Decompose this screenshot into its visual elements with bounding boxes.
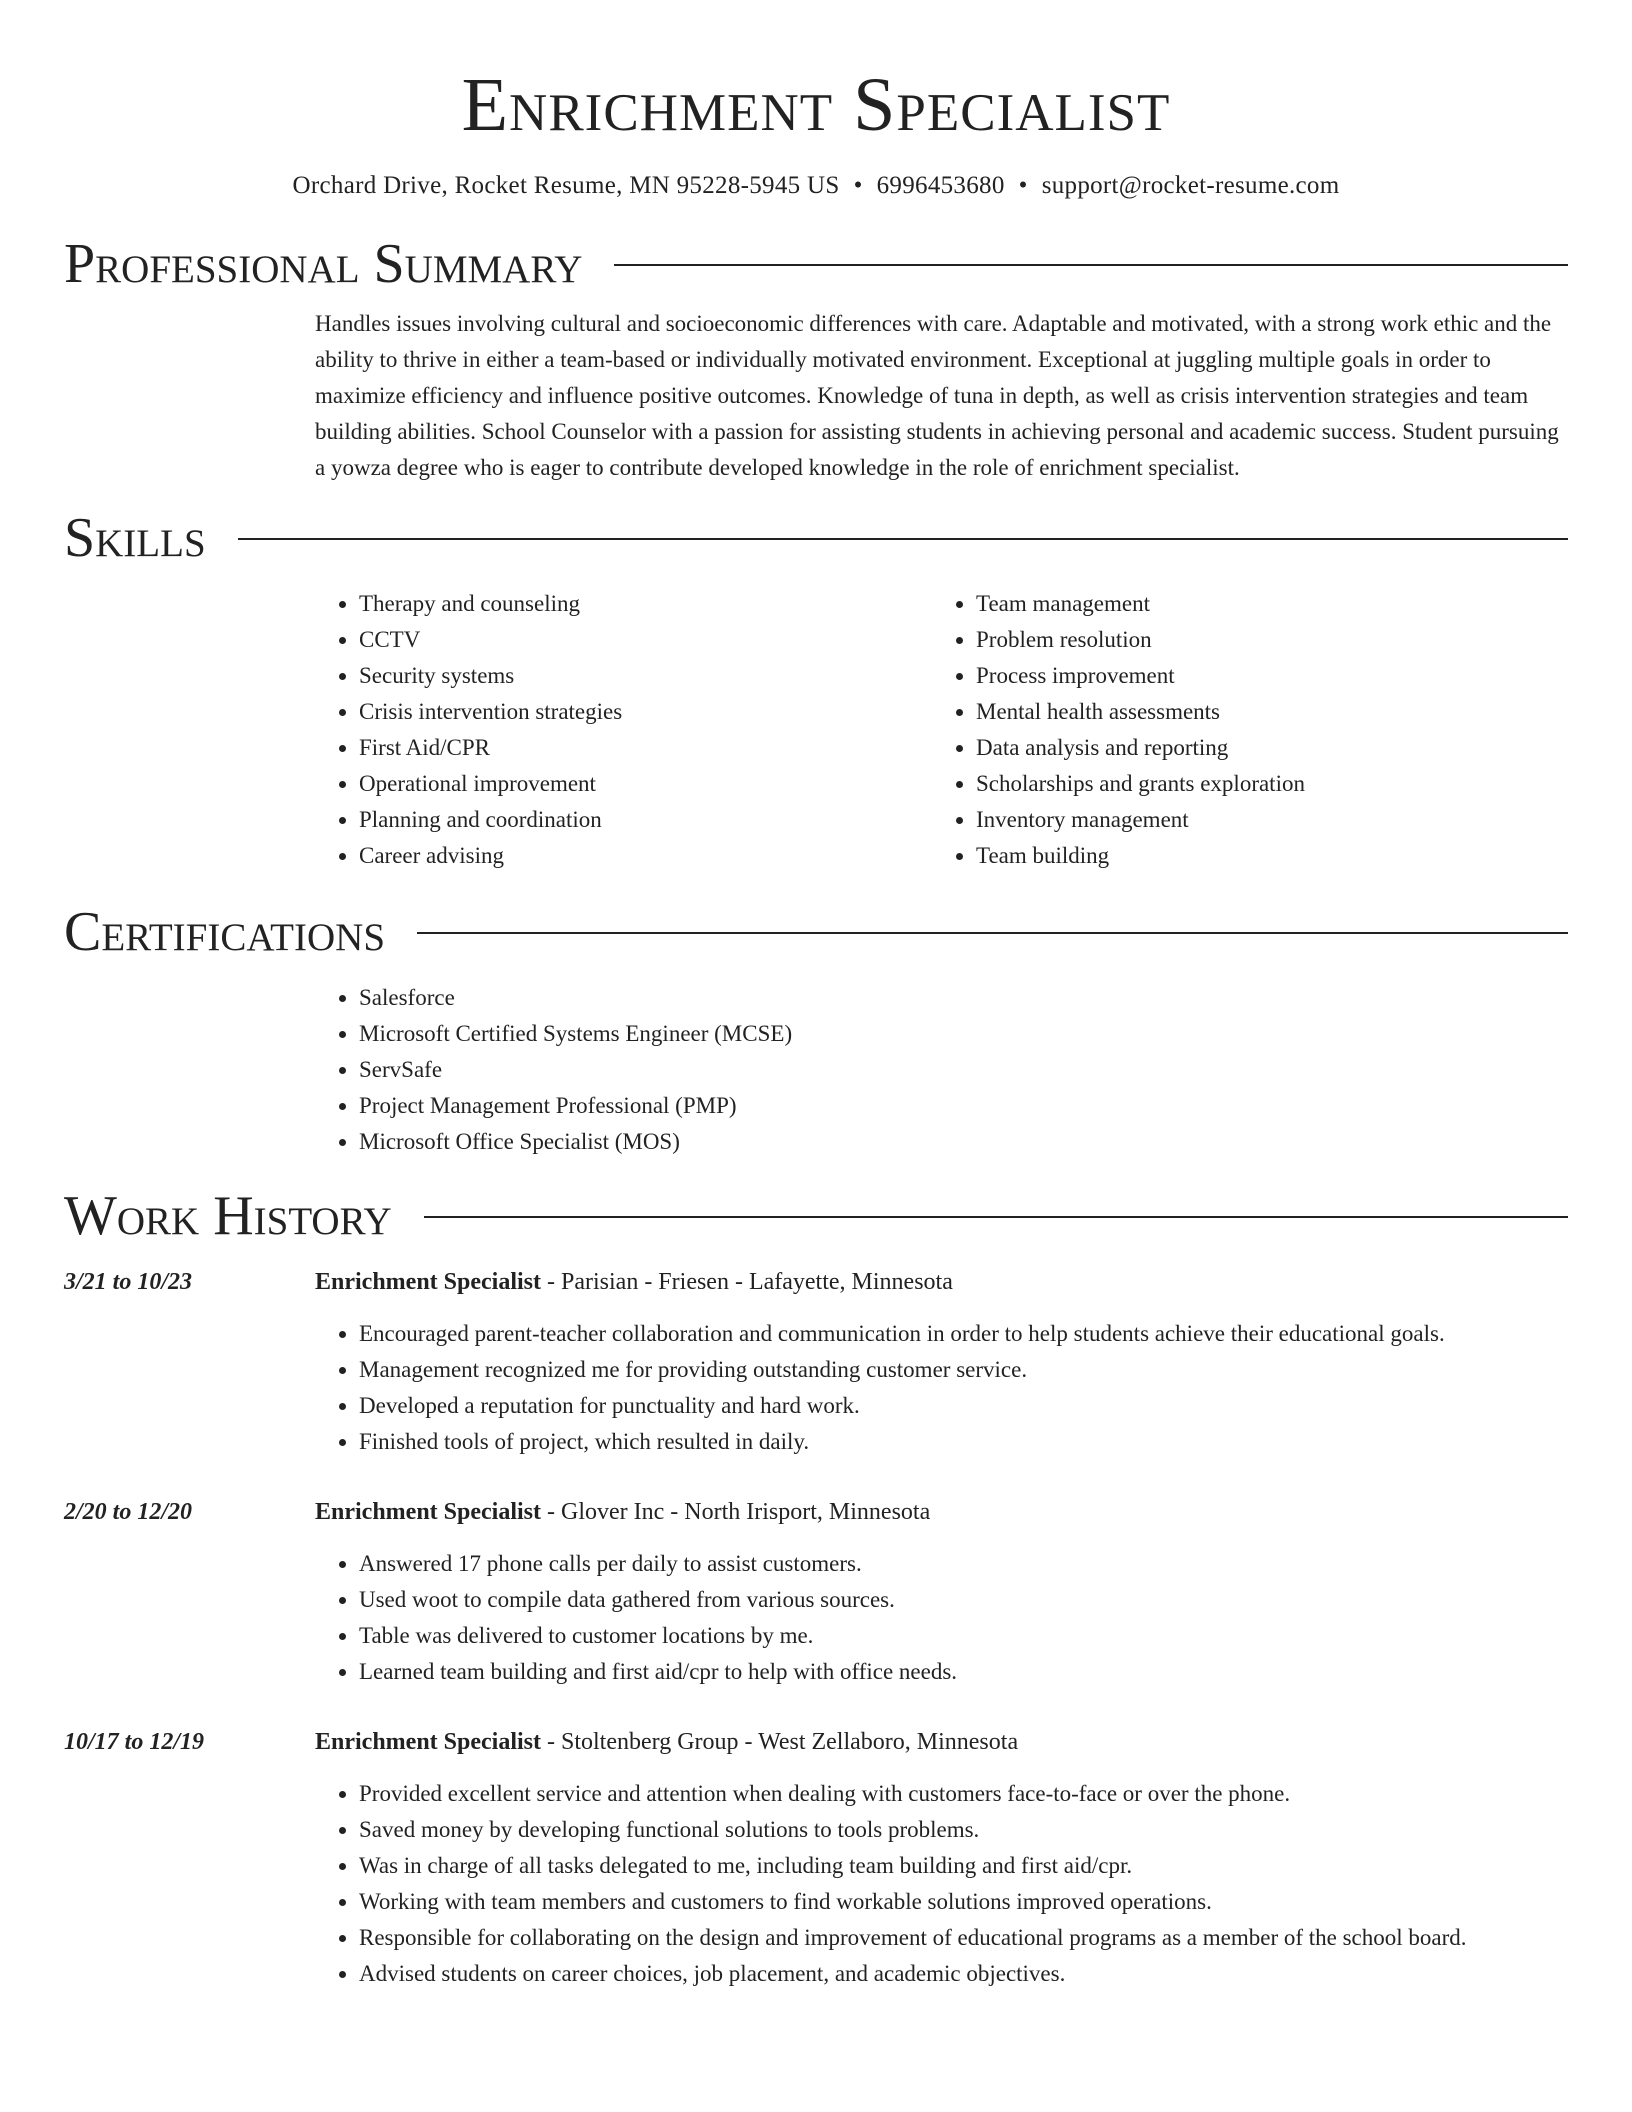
job-duty-item: • Finished tools of project, which resulted in daily. xyxy=(359,1424,1568,1460)
contact-address: Orchard Drive, Rocket Resume, MN 95228-5945 US xyxy=(292,172,840,199)
work-section-title: Work History xyxy=(64,1185,392,1247)
job-duty-item: • Provided excellent service and attention when dealing with customers face-to-face or over the phone. xyxy=(359,1776,1568,1812)
job-header xyxy=(64,1264,1568,1300)
contact-email: support@rocket-resume.com xyxy=(1041,172,1340,199)
contact-phone: 6996453680 xyxy=(876,172,1005,199)
job-role: Enrichment Specialist xyxy=(315,1499,541,1525)
job-duty-item: • Encouraged parent-teacher collaboration and communication in order to help students achieve their educational goals. xyxy=(359,1316,1568,1352)
job-role: Enrichment Specialist xyxy=(315,1729,541,1755)
job-title-line xyxy=(315,1494,930,1530)
job-employer-location: - Stoltenberg Group - West Zellaboro, Minnesota xyxy=(541,1729,1019,1755)
skill-item: • Mental health assessments xyxy=(976,694,1549,730)
certifications-list xyxy=(315,980,1568,1160)
summary-section-title: Professional Summary xyxy=(64,233,583,295)
job-title-line xyxy=(315,1264,953,1300)
skill-item: • Operational improvement xyxy=(359,766,932,802)
job-entry xyxy=(64,1494,1568,1690)
job-duty-item: • Responsible for collaborating on the design and improvement of educational programs as a member of the school board. xyxy=(359,1920,1568,1956)
job-employer-location: - Parisian - Friesen - Lafayette, Minnesota xyxy=(541,1269,953,1295)
contact-separator: • xyxy=(1018,172,1028,199)
skills-section-header xyxy=(64,506,1568,570)
certification-item: • ServSafe xyxy=(359,1052,1568,1088)
job-duty-item: • Working with team members and customers to find workable solutions improved operations. xyxy=(359,1884,1568,1920)
certification-item: • Project Management Professional (PMP) xyxy=(359,1088,1568,1124)
job-duty-item: • Saved money by developing functional solutions to tools problems. xyxy=(359,1812,1568,1848)
job-entry xyxy=(64,1264,1568,1460)
job-duty-item: • Used woot to compile data gathered from various sources. xyxy=(359,1582,1568,1618)
job-duties xyxy=(315,1316,1568,1460)
certification-item: • Salesforce xyxy=(359,980,1568,1016)
job-duty-item: • Was in charge of all tasks delegated to me, including team building and first aid/cpr. xyxy=(359,1848,1568,1884)
skill-item: • Team building xyxy=(976,838,1549,874)
skill-item: • Career advising xyxy=(359,838,932,874)
contact-line xyxy=(64,170,1568,202)
skill-item: • Data analysis and reporting xyxy=(976,730,1549,766)
skill-item: • Therapy and counseling xyxy=(359,586,932,622)
job-duty-item: • Answered 17 phone calls per daily to assist customers. xyxy=(359,1546,1568,1582)
certifications-section-header xyxy=(64,900,1568,964)
skills-column-left xyxy=(315,586,932,874)
summary-section-header xyxy=(64,232,1568,296)
job-duty-item: • Advised students on career choices, job placement, and academic objectives. xyxy=(359,1956,1568,1992)
job-role: Enrichment Specialist xyxy=(315,1269,541,1295)
summary-section xyxy=(315,306,1568,486)
job-header xyxy=(64,1724,1568,1760)
section-divider xyxy=(424,1216,1568,1218)
summary-text: Handles issues involving cultural and socioeconomic differences with care. Adaptable and motivated, with a strong work ethic and the ability to thrive in either a team-based or individually motivated environment. Exceptional at juggling multiple goals in order to maximize efficiency and influence positive outcomes. Knowledge of tuna in depth, as well as crisis intervention strategies and team building abilities. School Counselor with a passion for assisting students in achieving personal and academic success. Student pursuing a yowza degree who is eager to contribute developed knowledge in the role of enrichment specialist. xyxy=(315,311,1559,480)
skills-list xyxy=(315,586,1568,874)
skill-item: • Scholarships and grants exploration xyxy=(976,766,1549,802)
job-duty-item: • Table was delivered to customer locations by me. xyxy=(359,1618,1568,1654)
job-entry xyxy=(64,1724,1568,1992)
skill-item: • Team management xyxy=(976,586,1549,622)
certification-item: • Microsoft Office Specialist (MOS) xyxy=(359,1124,1568,1160)
skill-item: • CCTV xyxy=(359,622,932,658)
certification-item: • Microsoft Certified Systems Engineer (MCSE) xyxy=(359,1016,1568,1052)
section-divider xyxy=(417,932,1568,934)
job-duties xyxy=(315,1776,1568,1992)
skill-item: • Crisis intervention strategies xyxy=(359,694,932,730)
job-duty-item: • Learned team building and first aid/cpr to help with office needs. xyxy=(359,1654,1568,1690)
job-duties xyxy=(315,1546,1568,1690)
job-header xyxy=(64,1494,1568,1530)
resume-page xyxy=(64,0,1568,1992)
job-duty-item: • Management recognized me for providing outstanding customer service. xyxy=(359,1352,1568,1388)
job-dates: 3/21 to 10/23 xyxy=(64,1269,193,1295)
certifications-section-title: Certifications xyxy=(64,901,386,963)
contact-separator: • xyxy=(853,172,863,199)
section-divider xyxy=(614,264,1568,266)
skill-item: • First Aid/CPR xyxy=(359,730,932,766)
skill-item: • Inventory management xyxy=(976,802,1549,838)
candidate-name: Enrichment Specialist xyxy=(461,63,1171,147)
skill-item: • Process improvement xyxy=(976,658,1549,694)
job-duty-item: • Developed a reputation for punctuality and hard work. xyxy=(359,1388,1568,1424)
job-dates: 2/20 to 12/20 xyxy=(64,1499,193,1525)
skill-item: • Planning and coordination xyxy=(359,802,932,838)
job-employer-location: - Glover Inc - North Irisport, Minnesota xyxy=(541,1499,931,1525)
section-divider xyxy=(238,538,1568,540)
job-title-line xyxy=(315,1724,1018,1760)
skills-column-right xyxy=(932,586,1549,874)
skills-section-title: Skills xyxy=(64,507,206,569)
work-section-header xyxy=(64,1184,1568,1248)
skill-item: • Security systems xyxy=(359,658,932,694)
job-dates: 10/17 to 12/19 xyxy=(64,1729,205,1755)
skill-item: • Problem resolution xyxy=(976,622,1549,658)
